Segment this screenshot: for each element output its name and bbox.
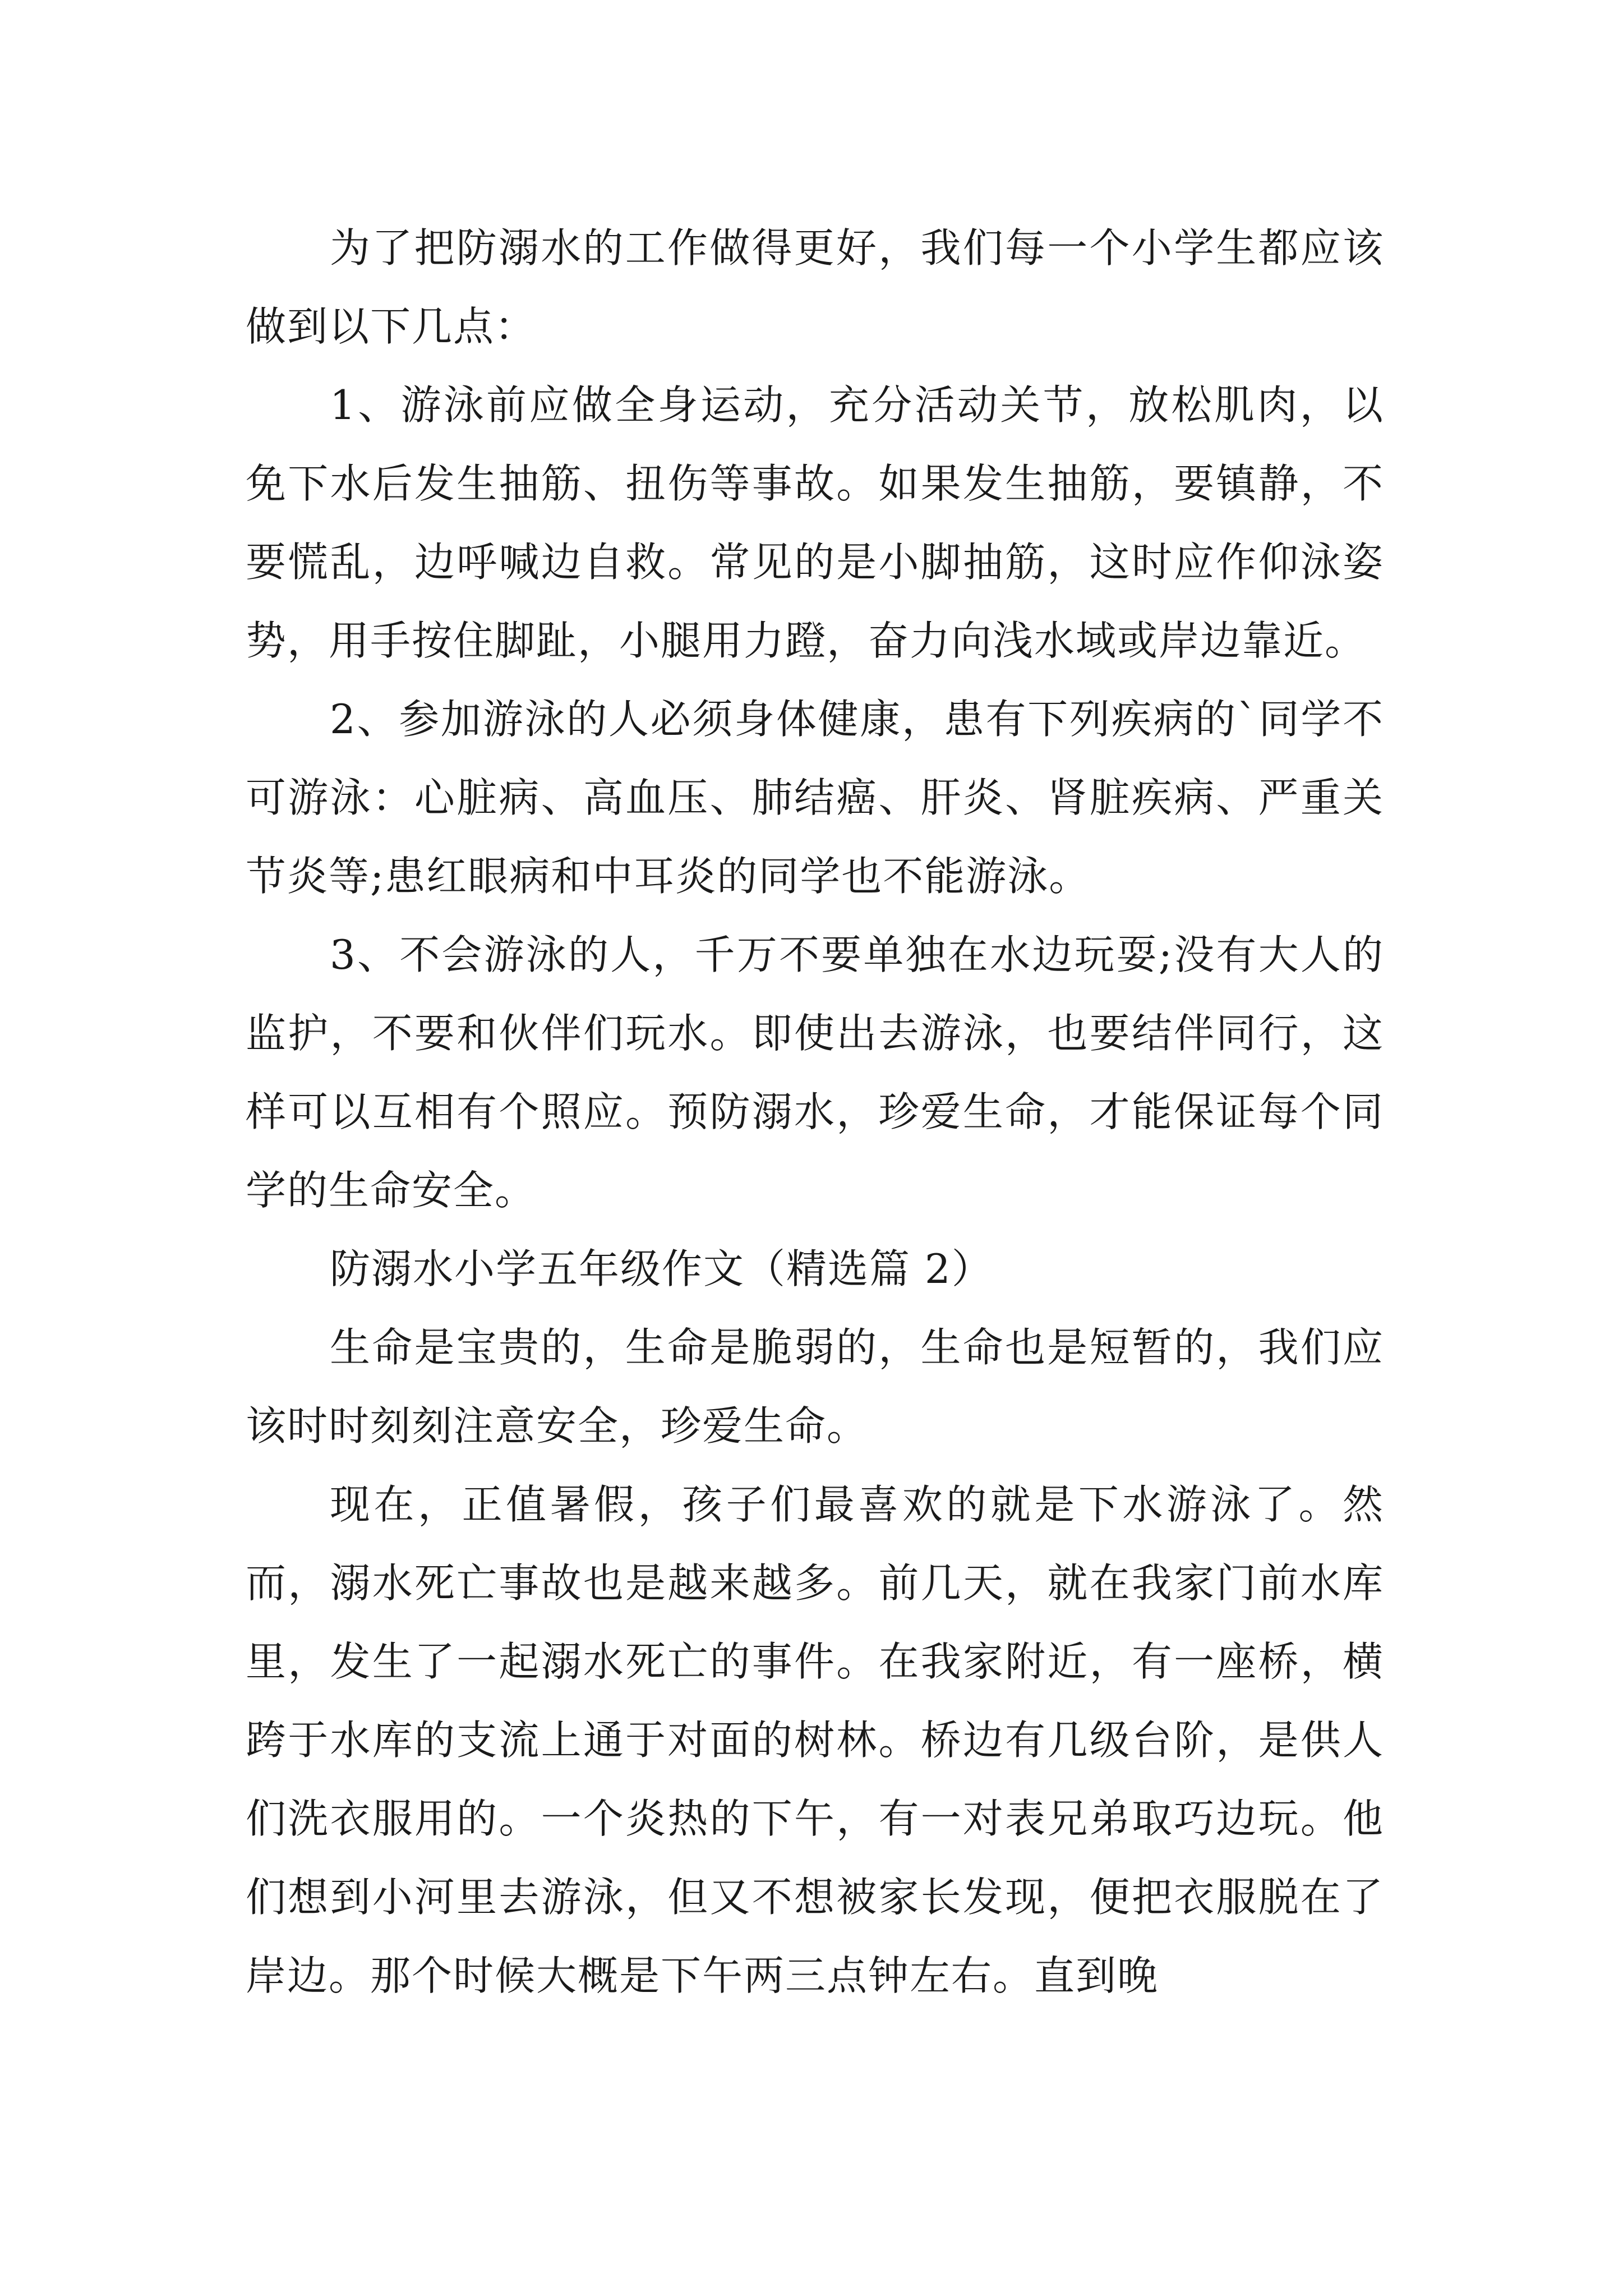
section-heading: 防溺水小学五年级作文（精选篇 2） xyxy=(330,1245,993,1292)
paragraph-point-1: 1、游泳前应做全身运动，充分活动关节，放松肌肉，以免下水后发生抽筋、扭伤等事故。如果发生抽筋，要镇静，不要慌乱，边呼喊边自救。常见的是小脚抽筋，这时应作仰泳姿势，用手按住脚趾，小腿用力蹬，奋力向浅水域或岸边靠近。 xyxy=(246,381,1384,664)
paragraph-intro: 为了把防溺水的工作做得更好，我们每一个小学生都应该做到以下几点： xyxy=(246,224,1384,350)
paragraph-point-2: 2、参加游泳的人必须身体健康，患有下列疾病的`同学不可游泳：心脏病、高血压、肺结癌、肝炎、肾脏疾病、严重关节炎等;患红眼病和中耳炎的同学也不能游泳。 xyxy=(246,696,1384,900)
paragraph-story: 现在，正值暑假，孩子们最喜欢的就是下水游泳了。然而，溺水死亡事故也是越来越多。前几天，就在我家门前水库里，发生了一起溺水死亡的事件。在我家附近，有一座桥，横跨于水库的支流上通于对面的树林。桥边有几级台阶，是供人们洗衣服用的。一个炎热的下午，有一对表兄弟取巧边玩。他们想到小河里去游泳，但又不想被家长发现，便把衣服脱在了岸边。那个时候大概是下午两三点钟左右。直到晚 xyxy=(246,1481,1384,1999)
paragraph-point-3: 3、不会游泳的人，千万不要单独在水边玩耍;没有大人的监护，不要和伙伴们玩水。即使出去游泳，也要结伴同行，这样可以互相有个照应。预防溺水，珍爱生命，才能保证每个同学的生命安全。 xyxy=(246,931,1384,1214)
paragraph-life: 生命是宝贵的，生命是脆弱的，生命也是短暂的，我们应该时时刻刻注意安全，珍爱生命。 xyxy=(246,1324,1384,1450)
document-body xyxy=(246,209,1384,2015)
